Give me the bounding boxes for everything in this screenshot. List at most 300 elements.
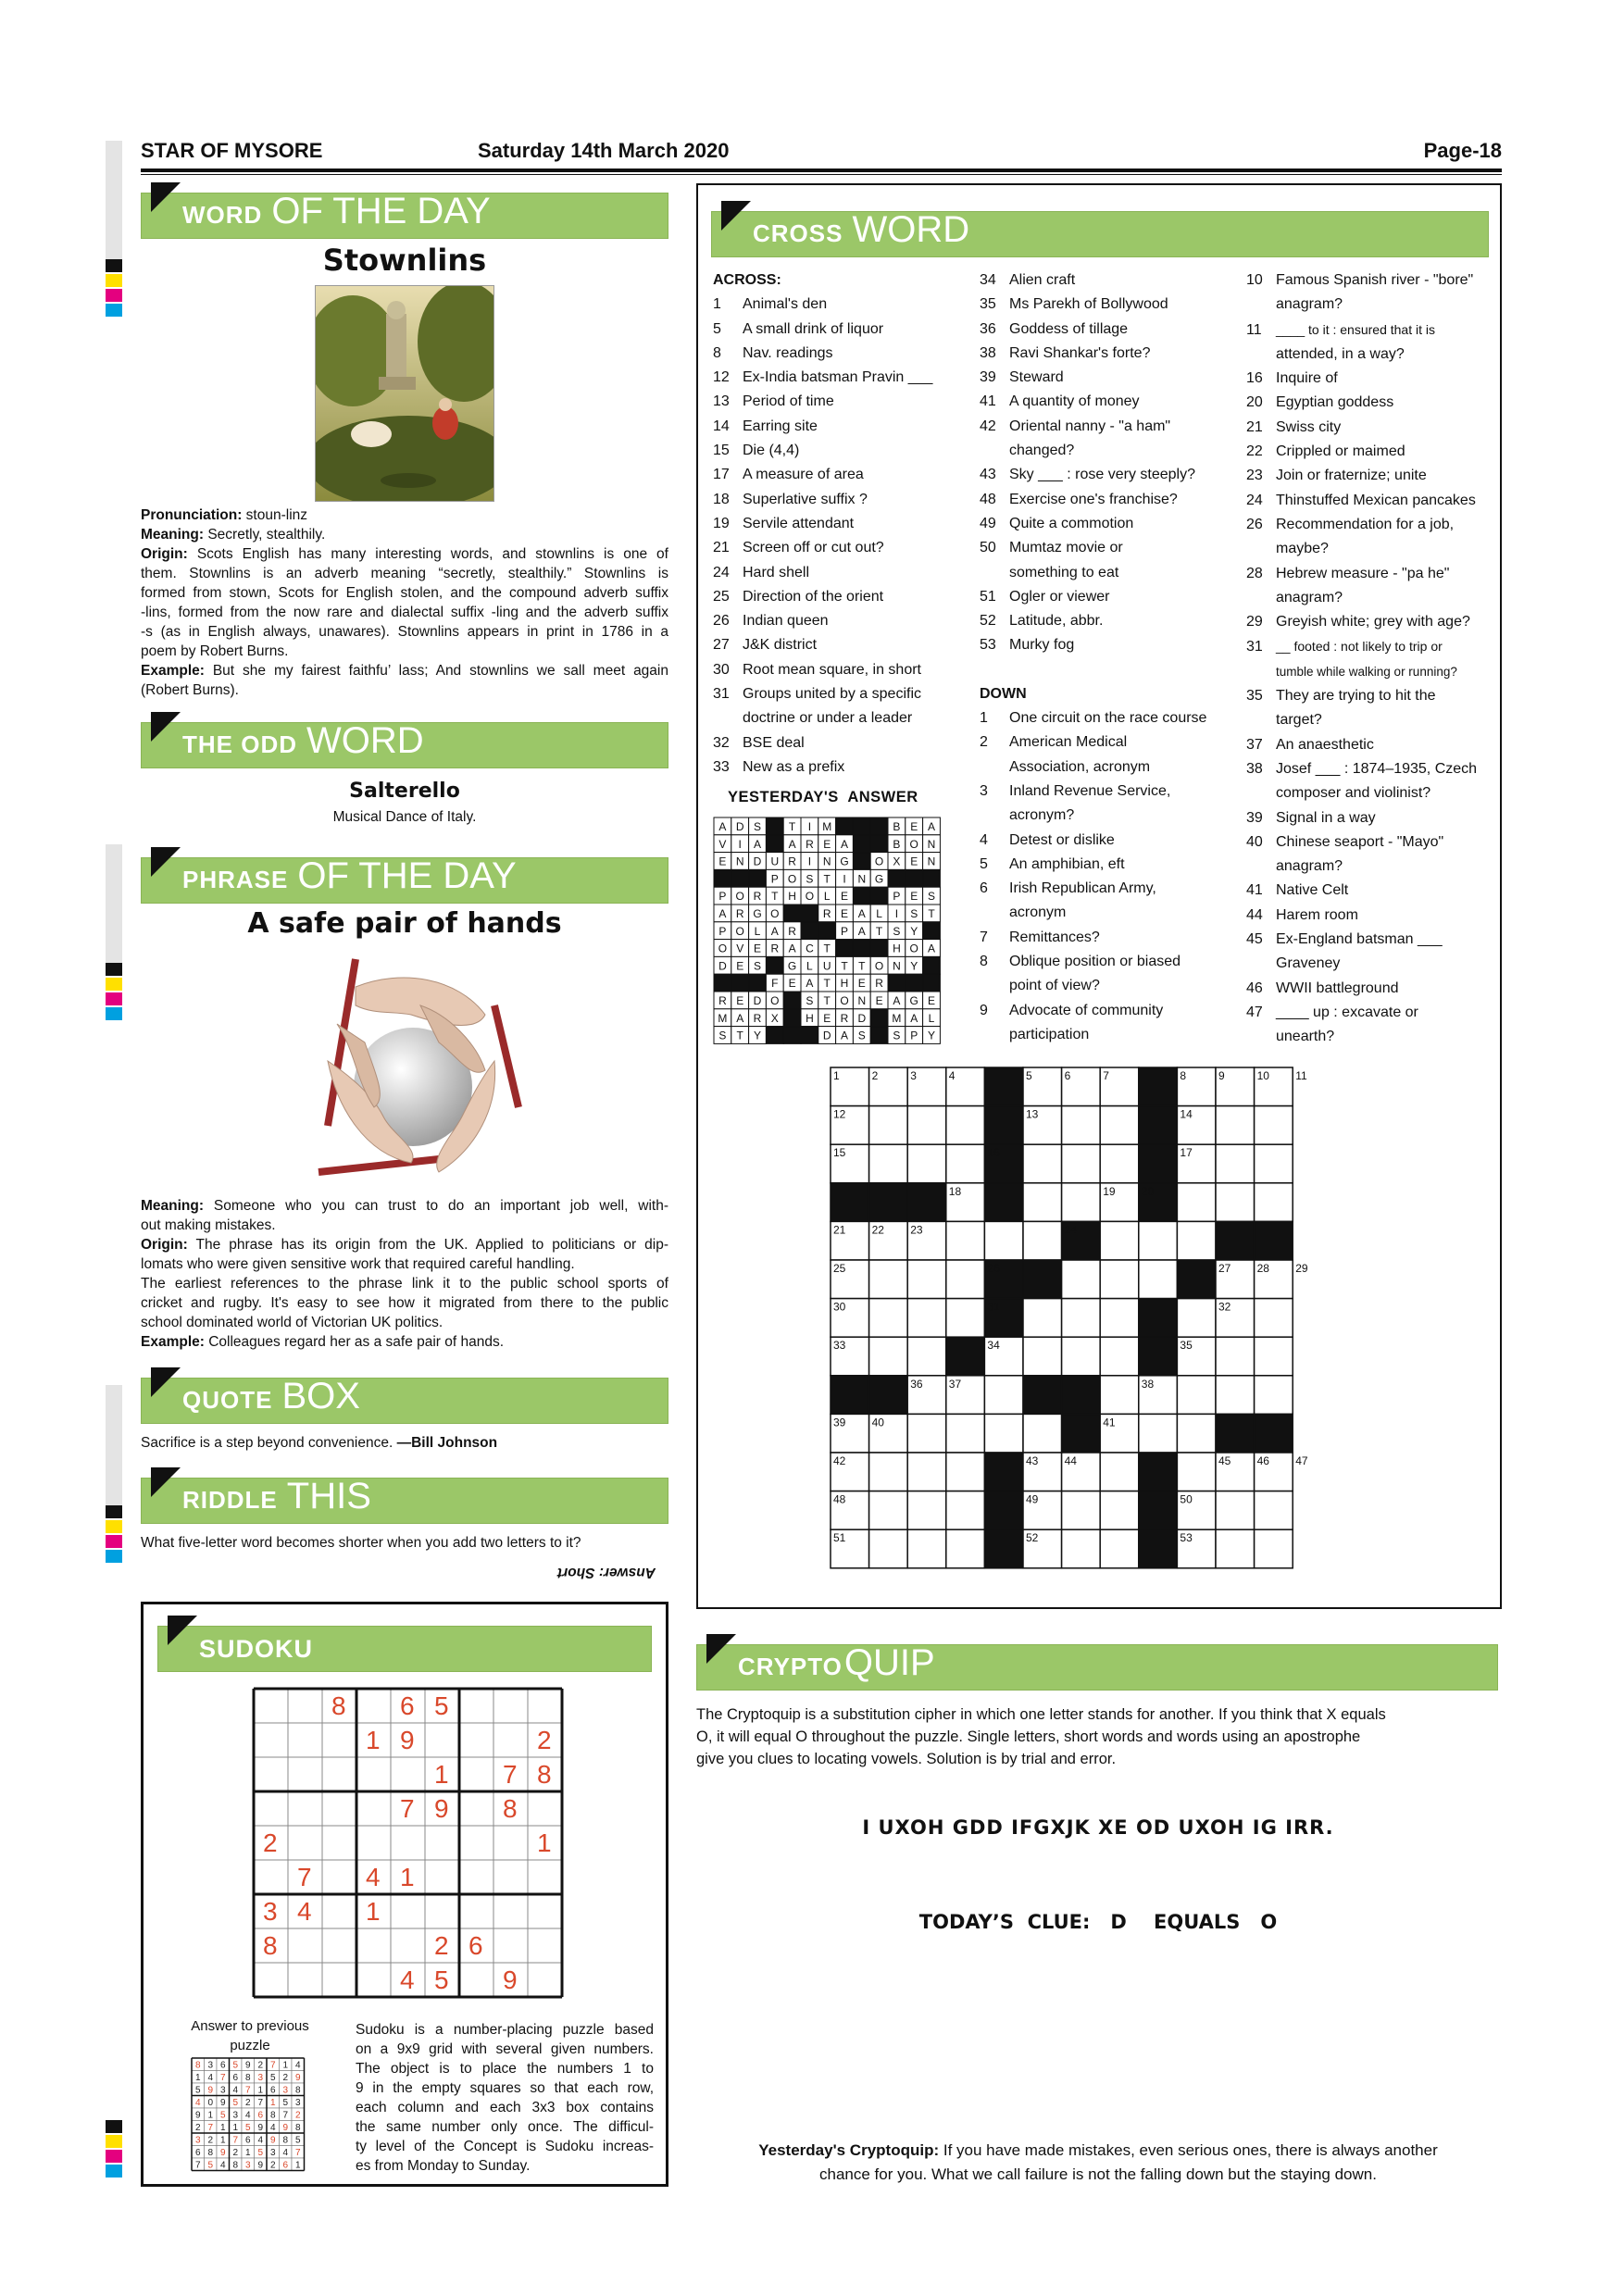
answer-block	[783, 1027, 801, 1044]
grid-cell[interactable]	[946, 1106, 985, 1145]
sudoku-cell[interactable]	[322, 1826, 356, 1860]
grid-cell[interactable]	[1216, 1337, 1255, 1376]
grid-cell[interactable]	[1062, 1260, 1101, 1299]
sudoku-cell[interactable]	[391, 1757, 425, 1791]
grid-cell[interactable]	[984, 1376, 1023, 1415]
grid-cell[interactable]	[907, 1106, 946, 1145]
grid-number: 47	[1295, 1454, 1308, 1467]
clue-text: Ogler or viewer	[1009, 588, 1110, 605]
grid-cell[interactable]	[1100, 1376, 1139, 1415]
meaning-label: Meaning:	[141, 1198, 205, 1214]
answer-letter: U	[822, 959, 831, 973]
answer-letter: D	[735, 820, 744, 833]
sudoku-cell[interactable]	[254, 1860, 288, 1894]
grid-cell[interactable]	[1216, 1529, 1255, 1568]
sudoku-cell[interactable]	[528, 1860, 562, 1894]
grid-cell[interactable]	[907, 1144, 946, 1183]
grid-cell[interactable]	[1255, 1299, 1293, 1338]
grid-number: 15	[833, 1146, 846, 1160]
grid-block	[1139, 1529, 1178, 1568]
clue-number: 2	[980, 734, 988, 751]
clue-row	[1246, 391, 1496, 415]
grid-cell[interactable]	[869, 1106, 908, 1145]
sudoku-cell[interactable]	[425, 1826, 459, 1860]
sudoku-given: 1	[400, 1863, 415, 1891]
clue-text: Mumtaz movie or	[1009, 540, 1123, 556]
sudoku-cell[interactable]	[356, 1928, 391, 1963]
sudoku-cell[interactable]	[322, 1723, 356, 1757]
grid-cell[interactable]	[1100, 1453, 1139, 1491]
clue-text: Signal in a way	[1276, 809, 1376, 826]
clue-text: Irish Republican Army,	[1009, 880, 1156, 897]
sudoku-cell[interactable]	[459, 1791, 493, 1826]
clue-row	[980, 730, 1239, 755]
clue-number: 30	[713, 661, 730, 678]
grid-number: 51	[833, 1531, 846, 1545]
grid-cell[interactable]	[907, 1414, 946, 1453]
grid-cell[interactable]	[1255, 1183, 1293, 1222]
grid-cell[interactable]	[984, 1414, 1023, 1453]
answer-letter: E	[753, 942, 762, 955]
answer-letter: O	[770, 994, 780, 1007]
grid-number: 24	[1064, 1223, 1077, 1237]
page-number: Page-18	[1423, 139, 1502, 162]
grid-cell[interactable]	[1100, 1144, 1139, 1183]
answer-letter: R	[806, 837, 814, 851]
print-bar	[106, 1385, 122, 1505]
answer-block	[766, 956, 783, 974]
clue-text: Recommendation for a job,	[1276, 516, 1455, 532]
sudoku-cell[interactable]	[493, 1894, 528, 1928]
grid-cell[interactable]	[946, 1529, 985, 1568]
grid-cell[interactable]	[1139, 1221, 1178, 1260]
grid-cell[interactable]	[946, 1491, 985, 1530]
sudoku-cell[interactable]	[356, 1757, 391, 1791]
sudoku-cell[interactable]	[391, 1928, 425, 1963]
word-of-day-title: Stownlins	[322, 243, 487, 278]
sudoku-cell[interactable]	[356, 1791, 391, 1826]
clue-number: 39	[980, 369, 996, 386]
sudoku-given: 4	[297, 1897, 312, 1926]
sudoku-answer-digit: 1	[232, 2123, 239, 2133]
sudoku-answer-digit: 4	[269, 2123, 276, 2133]
sudoku-cell[interactable]	[356, 1689, 391, 1723]
answer-letter: A	[927, 942, 936, 955]
sudoku-cell[interactable]	[459, 1860, 493, 1894]
print-bar	[106, 141, 122, 259]
answer-letter: T	[788, 820, 796, 833]
clue-number: 28	[1246, 565, 1263, 581]
grid-number: 7	[1103, 1069, 1109, 1082]
grid-cell[interactable]	[907, 1491, 946, 1530]
clue-text: Native Celt	[1276, 882, 1349, 899]
quote-text: Sacrifice is a step beyond convenience.	[141, 1435, 394, 1451]
clue-row	[980, 561, 1239, 585]
clue-text: Hard shell	[743, 564, 810, 580]
sudoku-cell[interactable]	[288, 1757, 322, 1791]
sudoku-cell[interactable]	[459, 1757, 493, 1791]
sudoku-cell[interactable]	[459, 1689, 493, 1723]
grid-cell[interactable]	[907, 1453, 946, 1491]
grid-cell[interactable]	[869, 1260, 908, 1299]
answer-letter: O	[787, 872, 797, 886]
origin-label: Origin:	[141, 1237, 188, 1253]
clue-text: Servile attendant	[743, 515, 855, 531]
grid-number: 1	[833, 1069, 840, 1082]
grid-cell[interactable]	[869, 1453, 908, 1491]
sudoku-cell[interactable]	[528, 1894, 562, 1928]
example-line: But she my fairest faithfu’ lass; And stownlins we sall meet again	[212, 663, 668, 679]
sudoku-cell[interactable]	[322, 1928, 356, 1963]
sudoku-cell[interactable]	[493, 1723, 528, 1757]
sudoku-cell[interactable]	[493, 1689, 528, 1723]
answer-letter: O	[874, 959, 884, 973]
answer-block	[853, 817, 870, 835]
sudoku-given: 8	[503, 1794, 518, 1823]
clue-number: 15	[713, 443, 730, 459]
answer-block	[836, 817, 854, 835]
grid-cell[interactable]	[1216, 1376, 1255, 1415]
sudoku-cell[interactable]	[391, 1826, 425, 1860]
clue-row	[1246, 268, 1496, 293]
grid-cell[interactable]	[1062, 1337, 1101, 1376]
grid-cell[interactable]	[1177, 1453, 1216, 1491]
grid-cell[interactable]	[1023, 1414, 1062, 1453]
answer-letter: S	[718, 1029, 727, 1042]
sudoku-cell[interactable]	[288, 1928, 322, 1963]
answer-letter: T	[823, 942, 831, 955]
clue-number: 45	[1246, 931, 1263, 948]
answer-letter: C	[806, 942, 814, 955]
banner-small-text: SUDOKU	[199, 1635, 314, 1663]
grid-cell[interactable]	[984, 1221, 1023, 1260]
sudoku-cell[interactable]	[288, 1963, 322, 1997]
sudoku-cell[interactable]	[493, 1928, 528, 1963]
sudoku-cell[interactable]	[322, 1860, 356, 1894]
sudoku-answer-digit: 8	[294, 2085, 301, 2096]
grid-cell[interactable]	[869, 1337, 908, 1376]
grid-cell[interactable]	[1100, 1299, 1139, 1338]
spacer	[980, 658, 1239, 682]
phrase-title: A safe pair of hands	[247, 907, 562, 940]
sudoku-cell[interactable]	[254, 1791, 288, 1826]
sudoku-cell[interactable]	[254, 1757, 288, 1791]
answer-letter: M	[892, 1011, 902, 1025]
yesterday-label: Yesterday's Cryptoquip:	[758, 2141, 940, 2159]
grid-cell[interactable]	[869, 1529, 908, 1568]
clue-number: 38	[1246, 760, 1263, 777]
sudoku-given: 9	[503, 1965, 518, 1994]
grid-cell[interactable]	[946, 1260, 985, 1299]
answer-block	[731, 974, 749, 992]
answer-block	[870, 817, 888, 835]
origin-line: The phrase has its origin from the UK. Applied to politicians or dip-	[195, 1237, 668, 1253]
grid-cell[interactable]	[1100, 1491, 1139, 1530]
clue-text: Greyish white; grey with age?	[1276, 614, 1470, 630]
sudoku-cell[interactable]	[391, 1894, 425, 1928]
answer-letter: A	[718, 820, 727, 833]
sudoku-cell[interactable]	[288, 1723, 322, 1757]
clue-text: Root mean square, in short	[743, 661, 921, 678]
grid-cell[interactable]	[946, 1453, 985, 1491]
answer-letter: N	[927, 837, 936, 851]
answer-letter: R	[735, 907, 744, 920]
clue-text: An amphibian, eft	[1009, 855, 1125, 872]
meaning: Secretly, stealthily.	[207, 527, 326, 543]
clue-row	[713, 439, 972, 463]
grid-cell[interactable]	[1062, 1106, 1101, 1145]
grid-cell[interactable]	[1062, 1144, 1101, 1183]
grid-cell[interactable]	[1255, 1144, 1293, 1183]
clue-number: 26	[713, 613, 730, 630]
sudoku-cell[interactable]	[528, 1963, 562, 1997]
answer-block	[801, 1027, 818, 1044]
clue-number: 40	[1246, 833, 1263, 850]
clue-row	[980, 950, 1239, 974]
grid-cell[interactable]	[869, 1299, 908, 1338]
sudoku-given: 5	[434, 1691, 449, 1720]
grid-cell[interactable]	[1023, 1337, 1062, 1376]
sudoku-cell[interactable]	[288, 1689, 322, 1723]
clue-row	[980, 512, 1239, 536]
grid-cell[interactable]	[869, 1491, 908, 1530]
clue-row	[1246, 562, 1496, 586]
banner-triangle	[151, 1367, 181, 1397]
answer-letter: E	[910, 820, 918, 833]
grid-cell[interactable]	[1139, 1414, 1178, 1453]
clue-text: WWII battleground	[1276, 980, 1399, 996]
sudoku-cell[interactable]	[322, 1757, 356, 1791]
grid-cell[interactable]	[1100, 1529, 1139, 1568]
grid-cell[interactable]	[1177, 1414, 1216, 1453]
clue-number: 41	[1246, 882, 1263, 899]
clue-text: Hebrew measure - "pa he"	[1276, 565, 1450, 581]
grid-number: 28	[1256, 1262, 1269, 1275]
grid-cell[interactable]	[1100, 1106, 1139, 1145]
cryptoquip-banner	[696, 1644, 1498, 1691]
sudoku-cell[interactable]	[322, 1963, 356, 1997]
banner-triangle	[151, 1467, 181, 1497]
sudoku-answer-digit: 9	[219, 2098, 226, 2108]
grid-number: 23	[910, 1223, 923, 1237]
answer-block	[783, 992, 801, 1009]
grid-cell[interactable]	[1177, 1299, 1216, 1338]
grid-cell[interactable]	[907, 1260, 946, 1299]
print-swatch	[106, 2150, 122, 2163]
sudoku-cell[interactable]	[356, 1963, 391, 1997]
clue-text: tumble while walking or running?	[1276, 664, 1457, 679]
sudoku-given: 6	[468, 1931, 483, 1960]
sudoku-cell[interactable]	[459, 1723, 493, 1757]
clue-text: attended, in a way?	[1276, 345, 1405, 362]
grid-cell[interactable]	[1100, 1337, 1139, 1376]
grid-cell[interactable]	[1216, 1144, 1255, 1183]
answer-letter: R	[770, 942, 780, 955]
clue-row	[1246, 855, 1496, 879]
clue-text: A measure of area	[743, 467, 864, 483]
sudoku-cell[interactable]	[254, 1689, 288, 1723]
print-swatch	[106, 992, 122, 1005]
grid-cell[interactable]	[869, 1144, 908, 1183]
grid-cell[interactable]	[1023, 1183, 1062, 1222]
grid-block	[831, 1183, 869, 1222]
sudoku-cell[interactable]	[322, 1791, 356, 1826]
grid-cell[interactable]	[1100, 1260, 1139, 1299]
grid-cell[interactable]	[946, 1414, 985, 1453]
answer-letter: E	[718, 855, 727, 868]
answer-letter: A	[857, 924, 866, 938]
grid-number: 19	[1103, 1184, 1116, 1198]
sudoku-given: 4	[400, 1965, 415, 1994]
sudoku-cell[interactable]	[288, 1791, 322, 1826]
sudoku-answer-digit: 3	[269, 2148, 276, 2158]
answer-block	[731, 869, 749, 887]
sudoku-cell[interactable]	[356, 1826, 391, 1860]
clue-number: 41	[980, 393, 996, 410]
answer-letter: G	[840, 855, 849, 868]
grid-cell[interactable]	[1023, 1299, 1062, 1338]
answer-letter: E	[736, 994, 744, 1007]
answer-letter: S	[893, 1029, 901, 1042]
example: Colleagues regard her as a safe pair of hands.	[208, 1334, 505, 1350]
grid-cell[interactable]	[1255, 1491, 1293, 1530]
grid-cell[interactable]	[1177, 1221, 1216, 1260]
grid-number: 14	[1180, 1107, 1193, 1121]
grid-cell[interactable]	[907, 1529, 946, 1568]
header-rule	[141, 174, 1502, 175]
clue-text: Die (4,4)	[743, 443, 800, 459]
banner-small-text: RIDDLE	[182, 1486, 278, 1514]
clue-number: 12	[713, 369, 730, 386]
grid-cell[interactable]	[1177, 1183, 1216, 1222]
sudoku-cell[interactable]	[528, 1791, 562, 1826]
clue-row	[980, 390, 1239, 414]
answer-letter: T	[858, 959, 866, 973]
clue-number: 10	[1246, 272, 1263, 288]
clue-row	[980, 633, 1239, 657]
grid-cell[interactable]	[1255, 1106, 1293, 1145]
answer-block	[836, 940, 854, 957]
sudoku-cell[interactable]	[459, 1963, 493, 1997]
clue-row	[1246, 489, 1496, 513]
clue-row	[713, 755, 972, 780]
grid-cell[interactable]	[1023, 1144, 1062, 1183]
sudoku-answer-digit: 4	[294, 2060, 301, 2071]
clue-number: 31	[1246, 639, 1263, 655]
clue-text: Josef ___ : 1874–1935, Czech	[1276, 760, 1478, 777]
across-clues-col1	[713, 268, 972, 780]
answer-letter: H	[893, 942, 901, 955]
grid-number: 34	[987, 1339, 1000, 1353]
riddle-question: What five-letter word becomes shorter when you add two letters to it?	[141, 1535, 581, 1551]
sudoku-cell[interactable]	[425, 1860, 459, 1894]
crossword-banner	[711, 211, 1489, 257]
clue-row	[1246, 586, 1496, 610]
answer-letter: P	[718, 924, 727, 938]
clue-row	[713, 512, 972, 536]
banner-big-text: QUIP	[843, 1642, 935, 1683]
sudoku-given: 3	[263, 1897, 278, 1926]
grid-cell[interactable]	[1062, 1183, 1101, 1222]
sudoku-cell[interactable]	[493, 1860, 528, 1894]
sudoku-cell[interactable]	[254, 1963, 288, 1997]
grid-cell[interactable]	[1139, 1260, 1178, 1299]
sudoku-cell[interactable]	[288, 1826, 322, 1860]
sudoku-cell[interactable]	[322, 1894, 356, 1928]
sudoku-given: 2	[263, 1828, 278, 1857]
clue-number: 24	[1246, 492, 1263, 508]
answer-letter: V	[736, 942, 744, 955]
answer-letter: R	[840, 1011, 849, 1025]
grid-cell[interactable]	[1255, 1376, 1293, 1415]
origin-line: lomats who were given sensitive work that required careful handling.	[141, 1256, 575, 1272]
grid-cell[interactable]	[1062, 1491, 1101, 1530]
clue-row	[1246, 660, 1496, 684]
sudoku-answer-digit: 3	[194, 2135, 201, 2146]
grid-block	[869, 1376, 908, 1415]
sudoku-answer-digit: 6	[257, 2110, 264, 2121]
clue-text: J&K district	[743, 637, 818, 654]
sudoku-answer-digit: 7	[194, 2160, 201, 2171]
clue-row	[713, 342, 972, 366]
grid-block	[1139, 1144, 1178, 1183]
grid-cell[interactable]	[1100, 1221, 1139, 1260]
answer-letter: N	[735, 855, 744, 868]
across-clues-col2	[980, 268, 1239, 1047]
sudoku-description-line: The object is to place the numbers 1 to	[356, 2061, 654, 2077]
banner-small-text: PHRASE	[182, 866, 289, 893]
grid-cell[interactable]	[1216, 1106, 1255, 1145]
answer-block	[853, 940, 870, 957]
clue-text: Murky fog	[1009, 637, 1075, 654]
grid-cell[interactable]	[1023, 1221, 1062, 1260]
grid-cell[interactable]	[1216, 1183, 1255, 1222]
grid-cell[interactable]	[1255, 1529, 1293, 1568]
grid-cell[interactable]	[946, 1221, 985, 1260]
clue-text: Egyptian goddess	[1276, 394, 1394, 411]
sudoku-cell[interactable]	[425, 1894, 459, 1928]
painting-image	[315, 285, 494, 502]
answer-letter: S	[910, 907, 918, 920]
grid-cell[interactable]	[907, 1299, 946, 1338]
grid-number: 45	[1218, 1454, 1231, 1467]
clue-number: 43	[980, 467, 996, 483]
sudoku-cell[interactable]	[459, 1826, 493, 1860]
sudoku-cell[interactable]	[459, 1894, 493, 1928]
sudoku-cell[interactable]	[528, 1689, 562, 1723]
grid-cell[interactable]	[1177, 1376, 1216, 1415]
odd-word-title: Salterello	[349, 780, 460, 803]
sudoku-cell[interactable]	[254, 1723, 288, 1757]
grid-cell[interactable]	[907, 1337, 946, 1376]
banner-small-text: WORD	[182, 201, 263, 229]
grid-cell[interactable]	[1255, 1337, 1293, 1376]
clue-row	[713, 658, 972, 682]
sudoku-answer-digit: 4	[257, 2135, 264, 2146]
grid-cell[interactable]	[1216, 1491, 1255, 1530]
sudoku-cell[interactable]	[493, 1826, 528, 1860]
grid-cell[interactable]	[946, 1144, 985, 1183]
sudoku-cell[interactable]	[528, 1928, 562, 1963]
grid-number: 8	[1180, 1069, 1187, 1082]
grid-cell[interactable]	[946, 1299, 985, 1338]
sudoku-cell[interactable]	[425, 1723, 459, 1757]
grid-cell[interactable]	[1062, 1529, 1101, 1568]
grid-number: 12	[833, 1107, 846, 1121]
grid-number: 50	[1180, 1492, 1193, 1506]
answer-letter: O	[735, 890, 744, 904]
grid-cell[interactable]	[1062, 1299, 1101, 1338]
